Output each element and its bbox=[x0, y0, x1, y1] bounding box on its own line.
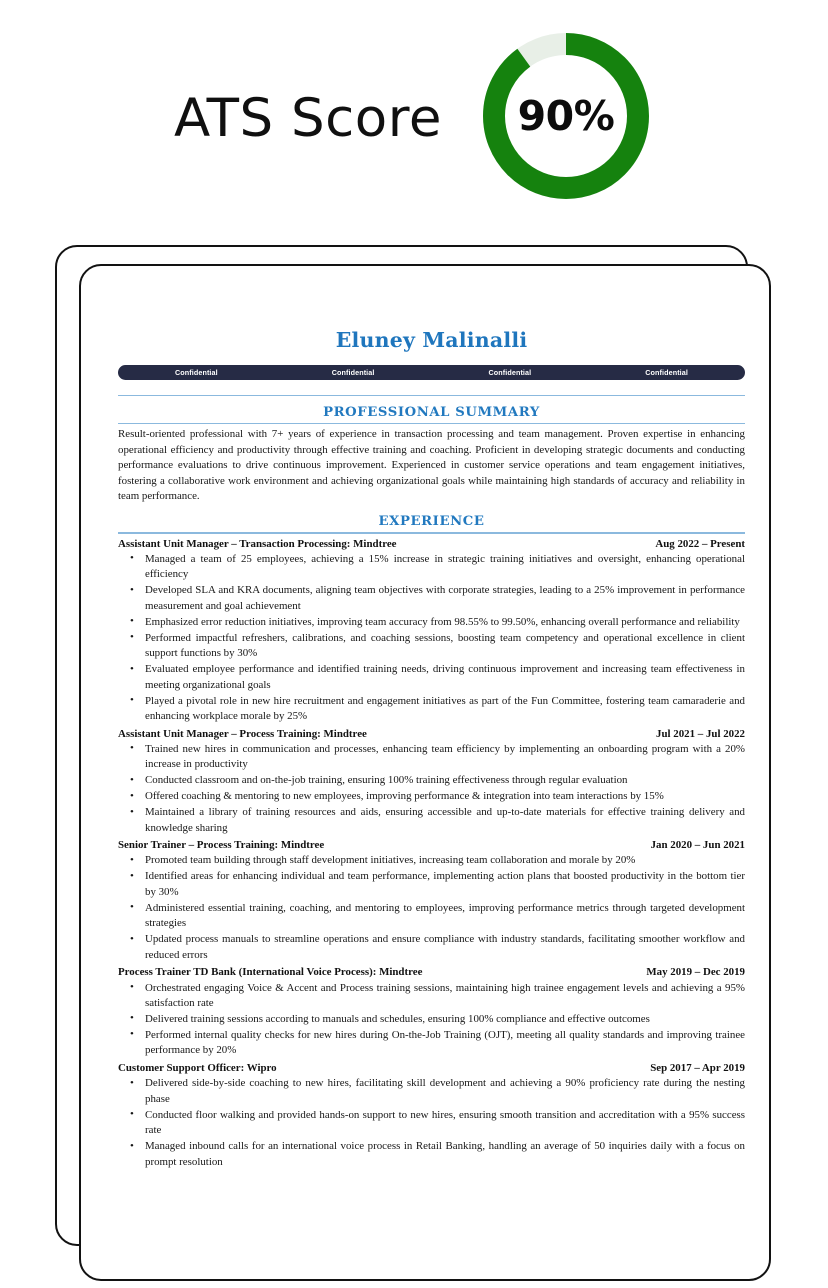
experience-bullet: • Orchestrated engaging Voice & Accent and Process training sessions, maintaining high trainee engagement levels and achieving a 95% satisfaction rate bbox=[118, 981, 745, 1012]
experience-bullet: • Performed impactful refreshers, calibrations, and coaching sessions, boosting team competency and operational excellence in client support functions by 30% bbox=[118, 631, 745, 662]
experience-bullet-list bbox=[118, 853, 745, 963]
ats-score-gauge bbox=[478, 28, 654, 204]
experience-entry-header bbox=[118, 1061, 745, 1076]
experience-entry bbox=[118, 838, 745, 963]
ats-score-value: 90% bbox=[517, 92, 615, 140]
confidential-label: Confidential bbox=[175, 367, 218, 377]
experience-bullet-list bbox=[118, 981, 745, 1059]
experience-bullet: • Identified areas for enhancing individual and team performance, implementing action plans that boosted productivity in the bottom tier by 30% bbox=[118, 869, 745, 900]
experience-job-title: Assistant Unit Manager – Transaction Processing: Mindtree bbox=[118, 537, 397, 550]
experience-job-title: Senior Trainer – Process Training: Mindtree bbox=[118, 839, 325, 852]
resume-candidate-name: Eluney Malinalli bbox=[335, 328, 528, 352]
experience-bullet: • Offered coaching & mentoring to new employees, improving performance & integration into team interactions by 15% bbox=[118, 789, 745, 804]
experience-bullet: • Emphasized error reduction initiatives, improving team accuracy from 98.55% to 99.50%, enhancing overall performance and reliability bbox=[118, 615, 745, 630]
experience-bullet: • Delivered training sessions according to manuals and schedules, ensuring 100% compliance and effective outcomes bbox=[118, 1012, 745, 1027]
experience-bullet: • Delivered side-by-side coaching to new hires, facilitating skill development and achieving a 90% proficiency rate during the nesting phase bbox=[118, 1076, 745, 1107]
experience-entry bbox=[118, 727, 745, 837]
ats-score-header bbox=[0, 0, 828, 232]
section-divider-summary bbox=[118, 423, 745, 424]
section-divider-experience bbox=[118, 532, 745, 533]
experience-entry bbox=[118, 965, 745, 1059]
experience-bullet: • Promoted team building through staff development initiatives, increasing team collaboration and morale by 20% bbox=[118, 853, 745, 868]
resume-document bbox=[81, 266, 769, 1170]
resume-card-front[interactable] bbox=[79, 264, 771, 1281]
experience-bullet: • Conducted classroom and on-the-job training, ensuring 100% training effectiveness through regular evaluation bbox=[118, 773, 745, 788]
experience-entry bbox=[118, 1061, 745, 1170]
section-experience bbox=[118, 514, 745, 1170]
experience-entry-header bbox=[118, 727, 745, 742]
summary-paragraph: Result-oriented professional with 7+ years of experience in transaction processing and team management. Proven expertise in enhancing operational efficiency and productivity through effective training and coaching. Proficient in developing strategic documents and conducting performance evaluations to drive continuous improvement. Experienced in customer service operations and team engagement initiatives, fostering a collaborative work environment and achieving organizational goals while maintaining high standards of accuracy and reliability in team performance. bbox=[118, 428, 745, 503]
experience-entry-header bbox=[118, 838, 745, 853]
experience-bullet: • Played a pivotal role in new hire recruitment and engagement initiatives as part of the Fun Committee, fostering team camaraderie and enhancing workplace morale by 25% bbox=[118, 694, 745, 725]
experience-job-dates: Sep 2017 – Apr 2019 bbox=[650, 1061, 745, 1074]
resume-card-stack bbox=[0, 232, 828, 1288]
experience-bullet: • Administered essential training, coaching, and mentoring to employees, improving performance metrics through targeted development strategies bbox=[118, 901, 745, 932]
experience-bullet: • Managed inbound calls for an international voice process in Retail Banking, handling an average of 50 inquiries daily with a focus on prompt resolution bbox=[118, 1139, 745, 1170]
experience-entry-header bbox=[118, 537, 745, 552]
section-title-summary: PROFESSIONAL SUMMARY bbox=[323, 404, 540, 420]
experience-job-dates: Jul 2021 – Jul 2022 bbox=[656, 727, 745, 740]
experience-bullet: • Managed a team of 25 employees, achieving a 15% increase in strategic training initiatives and oversight, enhancing operational efficiency bbox=[118, 552, 745, 583]
confidential-label: Confidential bbox=[645, 367, 688, 377]
experience-bullet: • Maintained a library of training resources and aids, ensuring accessible and up-to-date materials for effective training delivery and knowledge sharing bbox=[118, 805, 745, 836]
experience-bullet: • Developed SLA and KRA documents, aligning team objectives with corporate strategies, leading to a 25% improvement in performance measurement and goal achievement bbox=[118, 583, 745, 614]
experience-job-title: Assistant Unit Manager – Process Training: Mindtree bbox=[118, 727, 367, 740]
experience-bullet: • Conducted floor walking and provided hands-on support to new hires, ensuring smooth transition and accreditation with a 95% success rate bbox=[118, 1108, 745, 1139]
experience-job-title: Process Trainer TD Bank (International Voice Process): Mindtree bbox=[118, 966, 423, 979]
header-divider bbox=[118, 395, 745, 396]
experience-list bbox=[118, 537, 745, 1171]
experience-bullet: • Trained new hires in communication and processes, enhancing team efficiency by implementing an onboarding program with a 20% increase in productivity bbox=[118, 742, 745, 773]
confidential-label: Confidential bbox=[488, 367, 532, 377]
section-title-experience: EXPERIENCE bbox=[378, 513, 485, 529]
experience-entry-header bbox=[118, 965, 745, 980]
experience-bullet: • Updated process manuals to streamline operations and ensure compliance with industry standards, facilitating smoother workflow and reduced errors bbox=[118, 932, 745, 963]
confidential-label: Confidential bbox=[331, 367, 375, 377]
section-professional-summary bbox=[118, 405, 745, 505]
experience-bullet-list bbox=[118, 552, 745, 725]
ats-score-title: ATS Score bbox=[174, 87, 442, 149]
experience-bullet: • Performed internal quality checks for new hires during On-the-Job Training (OJT), meeting all quality standards and improving trainee performance by 20% bbox=[118, 1028, 745, 1059]
experience-entry bbox=[118, 537, 745, 725]
experience-job-dates: Aug 2022 – Present bbox=[655, 537, 745, 550]
experience-job-dates: May 2019 – Dec 2019 bbox=[646, 966, 745, 979]
experience-job-dates: Jan 2020 – Jun 2021 bbox=[650, 839, 745, 852]
experience-job-title: Customer Support Officer: Wipro bbox=[118, 1061, 277, 1074]
experience-bullet: • Evaluated employee performance and identified training needs, driving continuous improvement and increasing team effectiveness in meeting organizational goals bbox=[118, 662, 745, 693]
confidential-banner bbox=[118, 365, 745, 380]
experience-bullet-list bbox=[118, 742, 745, 836]
experience-bullet-list bbox=[118, 1076, 745, 1170]
